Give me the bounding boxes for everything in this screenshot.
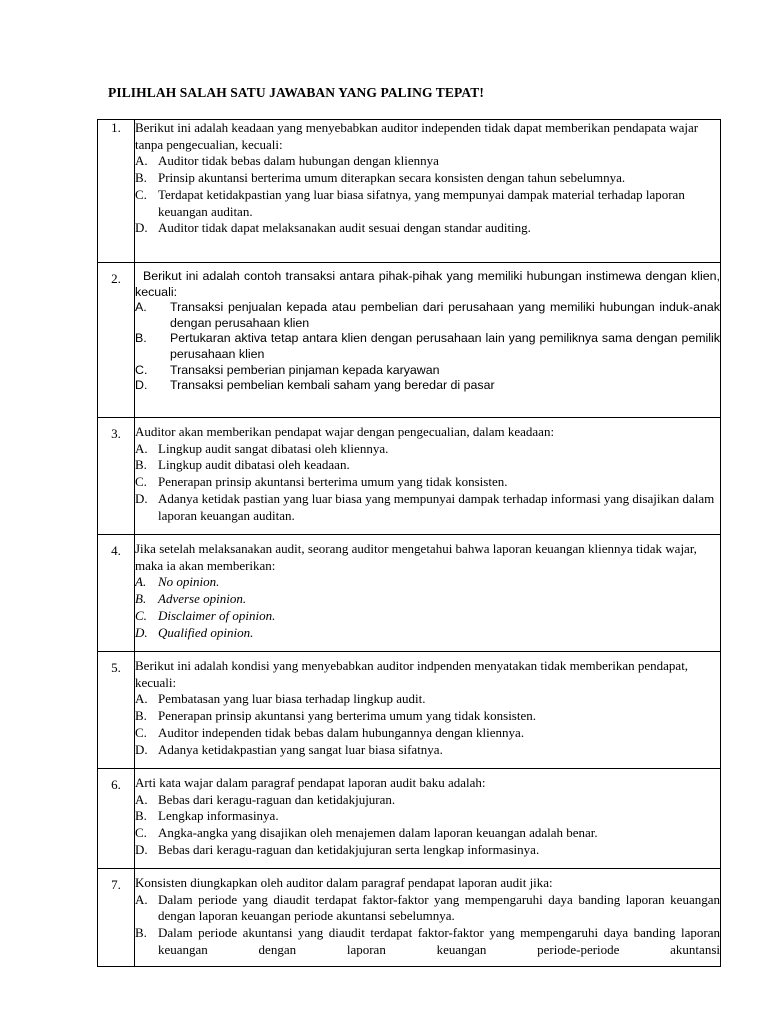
option-text: Penerapan prinsip akuntansi yang berterima umum yang tidak konsisten. bbox=[158, 708, 536, 724]
option-item bbox=[135, 925, 720, 958]
question-body bbox=[135, 263, 721, 418]
question-row bbox=[98, 769, 721, 869]
option-text: Bebas dari keragu-raguan dan ketidakjujuran. bbox=[158, 791, 396, 807]
option-letter: A. bbox=[135, 300, 147, 315]
option-letter: B. bbox=[135, 591, 147, 607]
option-letter: D. bbox=[135, 220, 148, 236]
option-item bbox=[135, 725, 720, 742]
option-letter: A. bbox=[135, 153, 148, 169]
option-item bbox=[135, 691, 720, 708]
question-row bbox=[98, 535, 721, 652]
option-text: Lingkup audit sangat dibatasi oleh kliennya. bbox=[158, 440, 389, 456]
question-table bbox=[97, 119, 721, 967]
question-text: Berikut ini adalah keadaan yang menyebabkan auditor independen tidak dapat memberikan pendapata wajar tanpa pengecualian, kecuali: bbox=[135, 120, 699, 152]
option-item bbox=[135, 808, 720, 825]
option-text: No opinion. bbox=[158, 574, 220, 590]
option-item bbox=[135, 187, 720, 220]
option-text: Auditor independen tidak bebas dalam hubungannya dengan kliennya. bbox=[158, 724, 525, 740]
option-letter: C. bbox=[135, 724, 147, 740]
option-text: Adanya ketidak pastian yang luar biasa yang mempunyai dampak terhadap informasi yang disajikan dalam laporan keuangan auditan. bbox=[158, 490, 715, 523]
option-letter: B. bbox=[135, 457, 147, 473]
option-text: Pertukaran aktiva tetap antara klien dengan perusahaan lain yang pemiliknya sama dengan pemilik perusahaan klien bbox=[170, 331, 720, 361]
option-item bbox=[135, 491, 720, 524]
option-item bbox=[135, 300, 720, 331]
option-text: Angka-angka yang disajikan oleh menajemen dalam laporan keuangan adalah benar. bbox=[158, 825, 598, 841]
option-text: Disclaimer of opinion. bbox=[158, 607, 276, 623]
instruction-heading: PILIHLAH SALAH SATU JAWABAN YANG PALING TEPAT! bbox=[108, 85, 484, 100]
option-letter: D. bbox=[135, 490, 148, 506]
option-letter: C. bbox=[135, 474, 147, 490]
option-text: Transaksi penjualan kepada atau pembelian dari perusahaan yang memiliki hubungan induk-anak dengan perusahaan klien bbox=[170, 300, 720, 330]
option-text: Pembatasan yang luar biasa terhadap lingkup audit. bbox=[158, 691, 426, 707]
option-letter: A. bbox=[135, 691, 148, 707]
option-letter: B. bbox=[135, 925, 147, 941]
option-letter: A. bbox=[135, 891, 148, 907]
option-letter: B. bbox=[135, 808, 147, 824]
option-text: Lingkup audit dibatasi oleh keadaan. bbox=[158, 457, 350, 473]
option-item bbox=[135, 457, 720, 474]
option-item bbox=[135, 363, 720, 379]
option-letter: A. bbox=[135, 574, 147, 590]
option-text: Auditor tidak dapat melaksanakan audit sesuai dengan standar auditing. bbox=[158, 220, 531, 236]
question-body bbox=[135, 769, 721, 869]
option-item bbox=[135, 608, 720, 625]
question-number: 7. bbox=[98, 869, 135, 967]
question-row bbox=[98, 120, 721, 263]
option-letter: A. bbox=[135, 791, 148, 807]
option-text: Adverse opinion. bbox=[158, 591, 247, 607]
option-item bbox=[135, 825, 720, 842]
option-item bbox=[135, 441, 720, 458]
question-number: 4. bbox=[98, 535, 135, 652]
question-text: Konsisten diungkapkan oleh auditor dalam paragraf pendapat laporan audit jika: bbox=[135, 875, 553, 890]
option-letter: B. bbox=[135, 331, 147, 346]
option-text: Dalam periode yang diaudit terdapat faktor-faktor yang mempengaruhi daya banding laporan keuangan dengan laporan keuangan periode akuntansi sebelumnya. bbox=[158, 891, 720, 924]
option-text: Adanya ketidakpastian yang sangat luar biasa sifatnya. bbox=[158, 741, 443, 757]
option-letter: C. bbox=[135, 607, 147, 623]
option-text: Prinsip akuntansi berterima umum diterapkan secara konsisten dengan tahun sebelumnya. bbox=[158, 170, 626, 186]
option-letter: C. bbox=[135, 825, 147, 841]
question-text: Berikut ini adalah contoh transaksi antara pihak-pihak yang memiliki hubungan instimewa dengan klien, kecuali: bbox=[135, 269, 720, 299]
question-number: 6. bbox=[98, 769, 135, 869]
option-letter: A. bbox=[135, 440, 148, 456]
question-number: 5. bbox=[98, 652, 135, 769]
question-text: Arti kata wajar dalam paragraf pendapat laporan audit baku adalah: bbox=[135, 775, 486, 790]
option-item bbox=[135, 378, 720, 394]
option-text: Transaksi pemberian pinjaman kepada karyawan bbox=[170, 362, 440, 377]
option-letter: D. bbox=[135, 378, 148, 393]
option-text: Bebas dari keragu-raguan dan ketidakjujuran serta lengkap informasinya. bbox=[158, 841, 540, 857]
option-letter: D. bbox=[135, 624, 148, 640]
question-body bbox=[135, 652, 721, 769]
option-text: Dalam periode akuntansi yang diaudit terdapat faktor-faktor yang mempengaruhi daya banding laporan keuangan dengan laporan keuangan periode-periode akuntansi bbox=[158, 925, 720, 957]
option-text: Penerapan prinsip akuntansi berterima umum yang tidak konsisten. bbox=[158, 474, 508, 490]
option-item bbox=[135, 574, 720, 591]
option-item bbox=[135, 331, 720, 362]
option-letter: D. bbox=[135, 841, 148, 857]
question-body bbox=[135, 120, 721, 263]
option-item bbox=[135, 742, 720, 759]
option-item bbox=[135, 792, 720, 809]
option-item bbox=[135, 591, 720, 608]
option-item bbox=[135, 474, 720, 491]
question-row bbox=[98, 652, 721, 769]
option-letter: C. bbox=[135, 186, 147, 202]
option-letter: C. bbox=[135, 362, 148, 377]
option-item bbox=[135, 842, 720, 859]
question-body bbox=[135, 535, 721, 652]
option-text: Auditor tidak bebas dalam hubungan dengan kliennya bbox=[158, 153, 439, 169]
question-text: Auditor akan memberikan pendapat wajar dengan pengecualian, dalam keadaan: bbox=[135, 424, 555, 439]
option-letter: B. bbox=[135, 170, 147, 186]
option-item bbox=[135, 153, 720, 170]
option-letter: B. bbox=[135, 708, 147, 724]
question-number: 1. bbox=[98, 120, 135, 263]
question-row bbox=[98, 418, 721, 535]
option-item bbox=[135, 892, 720, 925]
question-number: 3. bbox=[98, 418, 135, 535]
question-text: Berikut ini adalah kondisi yang menyebabkan auditor indpenden menyatakan tidak memberikan pendapat, kecuali: bbox=[135, 658, 689, 690]
option-item bbox=[135, 220, 720, 237]
question-row bbox=[98, 869, 721, 967]
question-body bbox=[135, 418, 721, 535]
question-number: 2. bbox=[98, 263, 135, 418]
option-item bbox=[135, 708, 720, 725]
option-item bbox=[135, 170, 720, 187]
option-letter: D. bbox=[135, 741, 148, 757]
option-text: Lengkap informasinya. bbox=[158, 808, 279, 824]
question-row bbox=[98, 263, 721, 418]
option-item bbox=[135, 625, 720, 642]
option-text: Terdapat ketidakpastian yang luar biasa sifatnya, yang mempunyai dampak material terhadap laporan keuangan auditan. bbox=[158, 186, 685, 219]
question-text: Jika setelah melaksanakan audit, seorang auditor mengetahui bahwa laporan keuangan kliennya tidak wajar, maka ia akan memberikan: bbox=[135, 541, 697, 573]
option-text: Transaksi pembelian kembali saham yang beredar di pasar bbox=[170, 378, 495, 393]
question-body bbox=[135, 869, 721, 967]
option-text: Qualified opinion. bbox=[158, 624, 254, 640]
